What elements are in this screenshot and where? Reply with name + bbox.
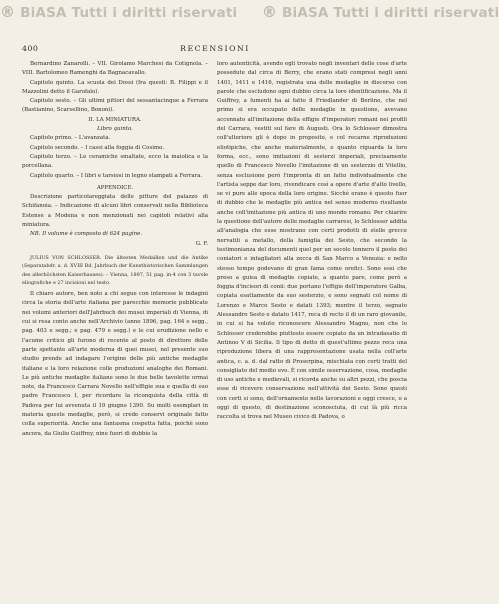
copyright-mark-icon: ® (0, 3, 16, 21)
reviewer-signature: G. F. (195, 240, 208, 247)
page-header (22, 44, 408, 56)
page-number: 400 (22, 44, 39, 53)
paragraph: Bernardino Zanarolli. – VII. Girolamo Marchesi da Cotignola. – VIII. Bartolomeo Ramenghi da Bagnacavallo. (22, 61, 208, 77)
section-heading: II. LA MINIATURA. (88, 116, 142, 123)
right-column (217, 60, 407, 596)
chapter-line: Capitolo primo. – L'avanzata. (30, 135, 111, 142)
running-title: RECENSIONI (180, 44, 250, 53)
book-heading: Libro quinto. (97, 126, 133, 133)
paragraph: Capitolo sesto. – Gli ultimi pittori del sessantacinque a Ferrara (Bastianino, Scarsellino, Bononi). (22, 98, 208, 114)
appendix-heading: APPENDICE. (96, 184, 134, 191)
chapter-line: Capitolo quarto. – I libri e tarsiosi in legno stampati a Ferrara. (30, 172, 203, 179)
chapter-line: Capitolo terzo. – Le ceramiche smaltate, ecco la maiolica e la porcellana. (22, 153, 208, 170)
review-body-continued: loro autenticità, avendo egli trovato negli inventari delle cose d'arte possedute dal circa di Berry, che erano stati compresi negli anni 1401, 1411 e 1416, registrata una delle medaglie in discorso con parole che escludono ogni dubbio circa la loro identificazione. Ma il Guiffrey, a lumenti ha ai fatto il Friedlander di Berlino, che nel primo si era occupato delle medaglie in questione, avevano accennato all'imitazione della effigie d'imperatori romani nei profili del Carrara, vestiti sul fare di Augusti. Ora lo Schlosser dimostra coll'ulteriore gli è dopo in proposito, e col recarne riproduzioni eliotipiche, che anche materialmente, e quanto riguarda la loro forma, ecc., sono imitazioni di sesterzi imperiali, precisamente quello di Francesco Novello l'imitazione di un sesterzio di Vitellio, senza esclusione però l'impronta di un fatto individualmente che l'artista seppe dar loro, rivendicare così a opere d'arte d'alto livello, se vi pure alle epoca della loro origine. Sicchè erano è questo fuor di dubbio che le medaglie più antica nel senso moderno risultante anche coll'imitazione più antica di uno mondo romano. Per chiarire la questione dell'autore delle medaglie carraresi, lo Schlosser addita all'analogia che esse mostrano con certi prodotti di stelle grecce nervatili a metallo, della famiglia dei Sesto, che secondo la testimonianza del documenti quel per un secolo tennero il posto dei coniatori e intagliatori alla zecca di San Marco a Venezia: e nello stesso tempo godevano di gran fama come orefici. Sono essi che preso a guisa di medaglie copiate, a quanto pare, come però a foggia d'incisori di conii: due portano l'effigie dell'imperatore Galba, copiata esattamente da suo sesterzio, e sono segnati col nome di Lorenzo e Marco Sesto e datati 1393; mentre il terzo, segnato Alessandro Sesto e datato 1417, reca di recto il di un raro giovanile, in cui si ha voluto riconoscere Alessandro Magno, non che lo Schlosser crederebbe piuttosto essere copiato da un intradasatio di Antinoo V di Sicilia. Il tipo di detto di quest'ultimo pezzo reca una riproduzione libera di una rappresentazione usata nella coll'arte antica, c. a. d. dal ratto di Proserpina, mischiata con certi tratti del consigliato del medio evo. È con simile osservazione, cosa, medaglie di uso antiche e medievali, si ricorda anche su altri pezzi, che poscia esse di ricevere conservazione nell'attività dei Sesto. Sono questi con certi si sono, dell'ornamento nelle lavorazioni e oggi cresce, o a oggi di questo, di destinazione sconosciuta, di cui là più ricca raccolta si trova nel Museo civico di Padova, o (217, 61, 407, 421)
review-citation: JULIUS VON SCHLOSSER. Die ältesten Medaillen und die Antike (Separatabdr. a. d. XVIII Bd. Jahrbuch der Kunsthistorischen Sammlungen des allerhöchsten Kaiserhauses). – Vienna, 1897, 51 pag. in-4 con 3 tavole eliografiche e 27 incisioni nel testo. (22, 254, 208, 286)
watermark-banner (0, 3, 499, 25)
appendix-text: Descrizione particolareggiata delle pitture del palazzo di Schifanoia. – Indicazione di alcuni libri conservati nella Biblioteca Estense a Modena e non menzionati nei capitoli relativi alla miniatura. (22, 194, 208, 229)
chapter-line: Capitolo secondo. – I cassi alla foggia di Cosimo. (30, 144, 165, 151)
watermark-text: BiASA Tutti i diritti riservati (20, 5, 238, 21)
volume-note: NB. Il volume è composto di 624 pagine. (30, 231, 143, 238)
review-body: Il chiaro autore, ben noto a chi segue con interesse le indagini circa la storia dell'arte italiana per parecchie memorie pubblicate nei volumi anteriori dell'Jahrbuch dei musei imperiali di Vienna, di cui si resa conto anche nell'Archivio (anno 1896, pag. 164 e segg., pag. 403 e segg.; e pag. 479 e segg.) e le cui erudizione nello e l'acume critico gli furono di recente al posto di direttore delle parte spettante all'arte moderna di quei musei, nel presente suo studio prende ad indagare l'origine delle più antiche medaglie italiane e la loro relazione colle produzioni analoghe dei Romani. Le più antiche medaglie italiane sono le due belle tavolette ormai note, da Francesco Carrara Novello nell'effigie sua e quella di suo padre Francesco I, per ricordare la riconquista della città di Padova per lui avvenuta il 19 giugno 1390. Su molti esemplari in materia queste medaglie, però, si crede conservi originale fatto colla superiorità. Anche una fantasma cospetta fatta, poichè sono ancora, da Giulio Guiffrey, nine fuori di dubbio la (22, 291, 208, 437)
paragraph: Capitolo quinto. La scuola dei Dossi (fra questi: B. Filippi e il Mazzolini detto il Garofalo). (22, 79, 208, 95)
left-column (22, 60, 208, 596)
copyright-mark-icon: ® (261, 3, 278, 21)
watermark-text-right: BiASA Tutti i diritti riservati (282, 5, 499, 21)
